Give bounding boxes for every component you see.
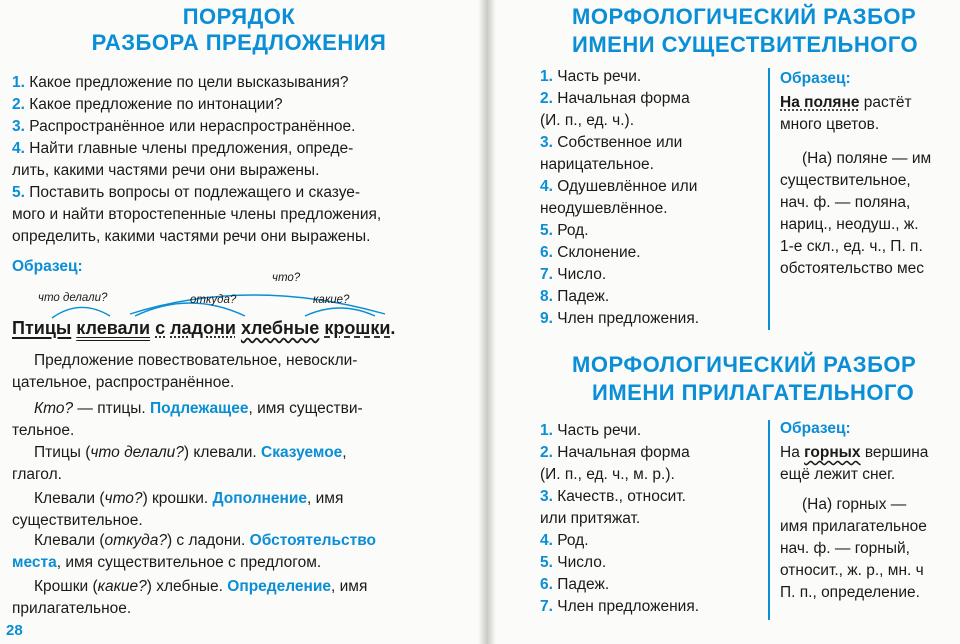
page-number: 28 (6, 622, 23, 639)
question-q4: что? (272, 272, 301, 284)
noun-title-line-2: ИМЕНИ СУЩЕСТВИТЕЛЬНОГО (572, 32, 919, 57)
adj-step-5: 5. Число. (540, 554, 607, 571)
sentence-preposition: с (155, 318, 166, 338)
adj-step-6: 6. Падеж. (540, 576, 610, 593)
noun-step-2-line-2: (И. п., ед. ч.). (540, 112, 635, 129)
noun-step-3-line-2: нарицательное. (540, 156, 654, 173)
step-4-line-2: лить, какими частями речи они выражены. (12, 162, 320, 179)
noun-step-6: 6. Склонение. (540, 244, 641, 261)
adj-sample-line-1: (На) горных — (802, 496, 907, 513)
noun-step-7: 7. Число. (540, 266, 607, 283)
noun-step-1: 1. Часть речи. (540, 68, 642, 85)
analysis-p4: Клевали (что?) крошки. Дополнение, имя (34, 490, 344, 507)
noun-sample-sentence: На поляне растёт (780, 94, 912, 111)
noun-step-8: 8. Падеж. (540, 288, 610, 305)
adj-sample-label: Образец: (780, 420, 851, 437)
analysis-p2-line-2: тельное. (12, 422, 75, 439)
right-page (496, 0, 960, 644)
step-5-line-2: мого и найти второстепенные члены предложения, (12, 206, 382, 223)
adj-title-line-1: МОРФОЛОГИЧЕСКИЙ РАЗБОР (572, 352, 917, 377)
adj-title-line-2: ИМЕНИ ПРИЛАГАТЕЛЬНОГО (592, 380, 915, 405)
analysis-p6: Крошки (какие?) хлебные. Определение, имя (34, 578, 368, 595)
noun-step-4-line-2: неодушевлённое. (540, 200, 668, 217)
arrow-q1 (52, 307, 110, 318)
sentence-attribute: хлебные (240, 318, 320, 338)
noun-sample-label: Образец: (780, 70, 851, 87)
question-q3: какие? (313, 294, 350, 306)
analysis-p5-line-2: места, имя существительное с предлогом. (12, 554, 322, 571)
adj-sample-divider (768, 420, 770, 620)
noun-step-2: 2. Начальная форма (540, 90, 690, 107)
noun-sample-line-6: обстоятельство мес (780, 260, 925, 277)
analysis-p6-line-2: прилагательное. (12, 600, 132, 617)
noun-step-3: 3. Собственное или (540, 134, 683, 151)
noun-sample-line-1: (На) поляне — им (802, 150, 932, 167)
analysis-p3-line-2: глагол. (12, 466, 62, 483)
analysis-p3: Птицы (что делали?) клевали. Сказуемое, (34, 444, 347, 461)
analysis-p4-line-2: существительное. (12, 512, 143, 529)
adj-sample-line-2: имя прилагательное (780, 518, 927, 535)
adj-step-7: 7. Член предложения. (540, 598, 700, 615)
step-2: 2. Какое предложение по интонации? (12, 96, 283, 113)
analysis-p5: Клевали (откуда?) с ладони. Обстоятельство (34, 532, 376, 549)
left-title-line-2: РАЗБОРА ПРЕДЛОЖЕНИЯ (91, 30, 387, 55)
noun-sample-sentence-line-2: много цветов. (780, 116, 880, 133)
adj-sample-sentence-line-2: ещё лежит снег. (780, 466, 896, 483)
question-q1: что делали? (38, 292, 108, 304)
adj-step-2-line-2: (И. п., ед. ч., м. р.). (540, 466, 675, 483)
step-3: 3. Распространённое или нераспространённое. (12, 118, 356, 135)
noun-sample-line-5: 1-е скл., ед. ч., П. п. (780, 238, 923, 255)
sentence-subject: Птицы (12, 318, 72, 338)
analysis-p2: Кто? — птицы. Подлежащее, имя существи- (34, 400, 363, 417)
left-page (0, 0, 478, 644)
analysis-p1-line-1: Предложение повествовательное, невоскли- (34, 352, 358, 369)
adj-step-1: 1. Часть речи. (540, 422, 642, 439)
adj-sample-sentence: На горных вершина (780, 444, 929, 461)
adj-step-3: 3. Качеств., относит. (540, 488, 686, 505)
noun-step-4: 4. Одушевлённое или (540, 178, 698, 195)
noun-sample-line-4: нариц., неодуш., ж. (780, 216, 919, 233)
question-q2: откуда? (190, 294, 237, 306)
adj-sample-line-3: нач. ф. — горный, (780, 540, 910, 557)
noun-step-5: 5. Род. (540, 222, 589, 239)
adj-step-3-line-2: или притяжат. (540, 510, 641, 527)
adj-sample-line-5: П. п., определение. (780, 584, 920, 601)
noun-sample-line-3: нач. ф. — поляна, (780, 194, 911, 211)
adj-step-4: 4. Род. (540, 532, 589, 549)
book-spine (478, 0, 496, 644)
noun-step-9: 9. Член предложения. (540, 310, 700, 327)
sentence-predicate: клевали (76, 318, 151, 338)
adj-sample-line-4: относит., ж. р., мн. ч (780, 562, 924, 579)
noun-title-line-1: МОРФОЛОГИЧЕСКИЙ РАЗБОР (572, 4, 917, 29)
step-4: 4. Найти главные члены предложения, опреде- (12, 140, 354, 157)
step-1: 1. Какое предложение по цели высказывания? (12, 74, 349, 91)
sample-sentence: Птицы клевали с ладони хлебные крошки. (12, 318, 396, 338)
sample-label: Образец: (12, 258, 83, 275)
adj-step-2: 2. Начальная форма (540, 444, 690, 461)
noun-sample-divider (768, 68, 770, 330)
step-5: 5. Поставить вопросы от подлежащего и сказуе- (12, 184, 361, 201)
step-5-line-3: определить, какими частями речи они выражены. (12, 228, 371, 245)
noun-sample-line-2: существительное, (780, 172, 911, 189)
analysis-p1-line-2: цательное, распространённое. (12, 374, 235, 391)
sentence-object: крошки (324, 318, 391, 338)
left-title-line-1: ПОРЯДОК (182, 4, 296, 29)
sentence-adverbial: ладони (170, 318, 236, 338)
